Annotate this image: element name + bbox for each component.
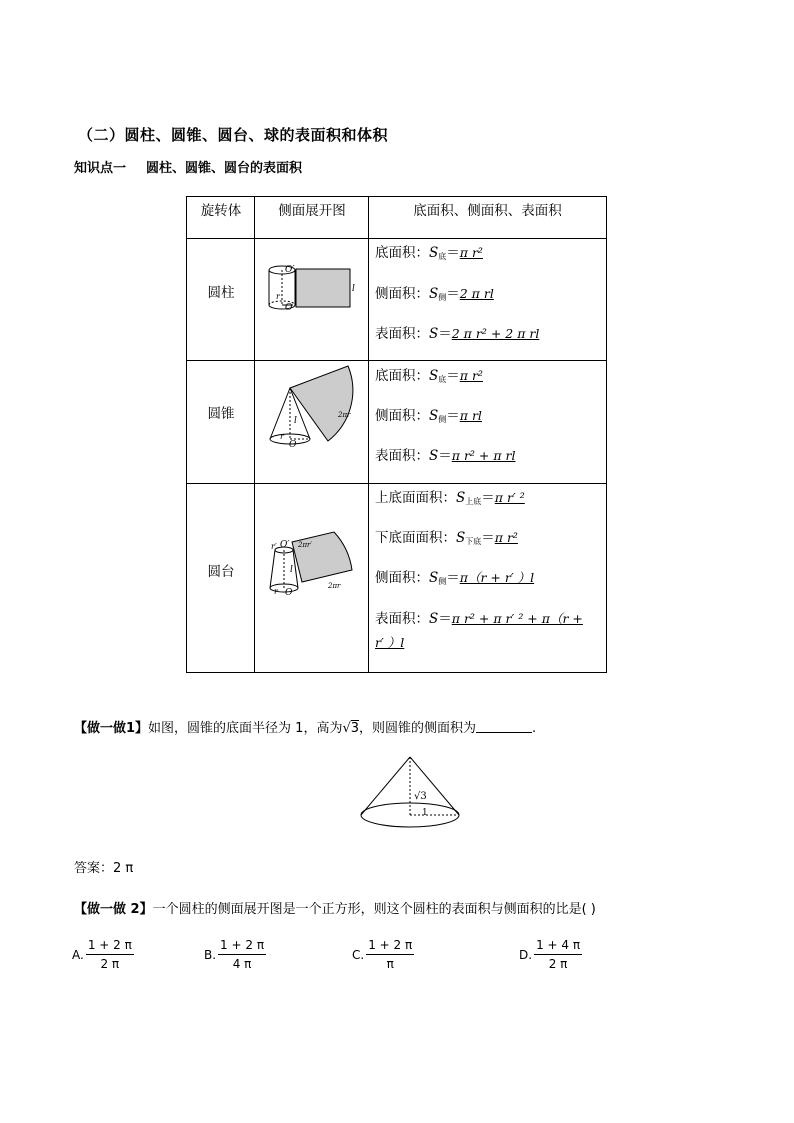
cyl-lateral-area: 侧面积：$S_侧=2$ π rl: [375, 286, 494, 302]
header-solid: 旋转体: [200, 203, 242, 219]
option-c[interactable]: C. $\frac{1 + 2 \pi}{\pi}$: [352, 938, 413, 971]
cone-net-figure: [262, 363, 362, 455]
header-areas: 底面积、侧面积、表面积: [413, 203, 562, 219]
option-b[interactable]: B. $\frac{1 + 2 \pi}{4 \pi}$: [204, 938, 265, 971]
svg-text:1: 1: [422, 808, 428, 818]
svg-text:l: l: [294, 416, 297, 426]
svg-text:O: O: [285, 588, 293, 598]
option-a[interactable]: A. $\frac{1 + 2 \pi}{2 \pi}$: [72, 938, 132, 971]
frustum-top-area: 上底面面积：$S_{上底}=\pi$ r′ ²: [375, 490, 525, 506]
svg-text:2πr′: 2πr′: [298, 541, 312, 549]
exercise-1: 【做一做1】如图，圆锥的底面半径为 1，高为√3，则圆锥的侧面积为 .: [74, 721, 537, 736]
answer-text: 答案：2 π: [74, 861, 134, 876]
frustum-net-figure: [262, 528, 362, 598]
svg-text:2πr: 2πr: [338, 411, 351, 419]
svg-text:r: r: [280, 432, 284, 441]
knowledge-point-label: 知识点一: [74, 161, 127, 176]
svg-text:2πr: 2πr: [328, 582, 341, 590]
knowledge-point-text: 圆柱、圆锥、圆台的表面积: [146, 161, 303, 176]
cone-lateral-area: 侧面积：$S_侧=\pi$ rl: [375, 408, 482, 424]
formula-table: [186, 196, 607, 673]
frustum-bottom-area: 下底面面积：$S_{下底}=\pi$ r²: [375, 530, 518, 546]
svg-text:O: O: [285, 303, 293, 313]
answer-blank[interactable]: [476, 720, 532, 733]
svg-text:l: l: [290, 565, 293, 575]
svg-text:r′: r′: [271, 542, 277, 551]
svg-text:l: l: [352, 284, 355, 294]
cylinder-net-figure: [262, 258, 362, 318]
exercise-2: 【做一做 2】一个圆柱的侧面展开图是一个正方形，则这个圆柱的表面积与侧面积的比是( ): [74, 902, 596, 917]
svg-text:O′: O′: [280, 540, 290, 550]
header-net: 侧面展开图: [278, 203, 346, 219]
cyl-base-area: 底面积：$S_底=\pi$ r²: [375, 245, 483, 261]
svg-text:r: r: [276, 292, 280, 301]
svg-text:√3: √3: [414, 791, 427, 802]
frustum-surface-area: 表面积：S＝π r² + π r′ ² + π（r +: [375, 611, 583, 627]
option-d[interactable]: D. $\frac{1 + 4 \pi}{2 \pi}$: [519, 938, 581, 971]
cone-base-area: 底面积：$S_底=\pi$ r²: [375, 368, 483, 384]
cyl-surface-area: 表面积：S＝2 π r² + 2 π rl: [375, 326, 540, 342]
frustum-surface-area-cont: r′ ）l: [375, 635, 405, 650]
cone-surface-area: 表面积：S＝π r² + π rl: [375, 448, 516, 464]
section-title: （二）圆柱、圆锥、圆台、球的表面积和体积: [78, 126, 389, 144]
knowledge-point-title: [74, 157, 302, 176]
cone-exercise-figure: [358, 755, 462, 831]
frustum-lateral-area: 侧面积：$S_侧=\pi(r + r'$ ）l: [375, 570, 535, 586]
svg-text:O′: O′: [285, 265, 295, 275]
row-name-cylinder: 圆柱: [207, 285, 235, 301]
row-name-frustum: 圆台: [207, 564, 235, 580]
row-name-cone: 圆锥: [207, 406, 235, 422]
svg-text:r: r: [274, 587, 278, 596]
svg-text:O: O: [289, 440, 297, 450]
